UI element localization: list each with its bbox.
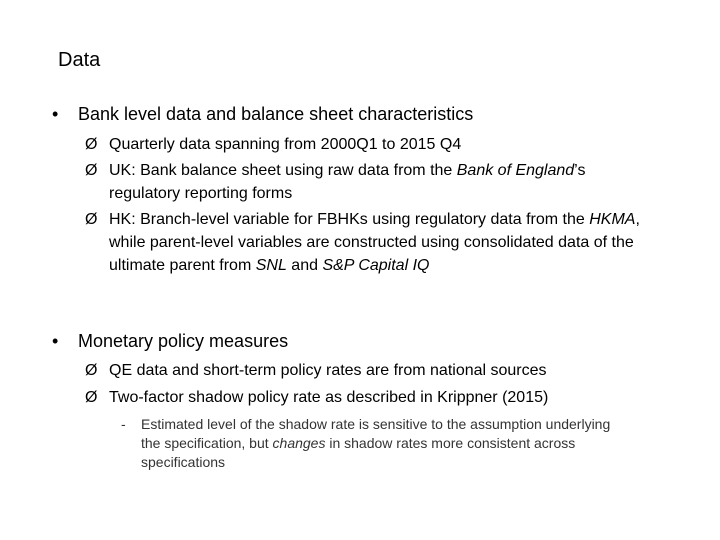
arrow-bullet-icon: Ø <box>85 211 98 228</box>
italic-source-name: Bank of England <box>456 162 575 179</box>
sub-item-text: Estimated level of the shadow rate is sensitive to the assumption underlying the specification, but <box>141 416 611 451</box>
list-item-quarterly-data <box>85 133 654 156</box>
italic-source-name: HKMA <box>589 211 636 228</box>
arrow-bullet-icon: Ø <box>85 362 98 379</box>
list-item-text: Two-factor shadow policy rate as described in Krippner (2015) <box>109 389 549 406</box>
sub-item-text: in shadow rates more consistent across specifications <box>141 435 576 470</box>
list-item-shadow-rate <box>85 386 654 409</box>
section-heading-monetary-policy <box>52 330 289 352</box>
italic-emphasis: changes <box>272 435 326 451</box>
list-item-qe-data <box>85 359 654 382</box>
list-item-uk-data <box>85 159 654 205</box>
list-item-hk-data <box>85 208 654 277</box>
bullet-icon: • <box>52 331 59 351</box>
section-heading-bank-data <box>52 103 474 125</box>
section-heading-text: Bank level data and balance sheet characteristics <box>78 104 474 124</box>
sub-item-shadow-rate-note <box>121 415 621 472</box>
slide-title: Data <box>58 49 101 71</box>
list-item-text: and <box>286 257 323 274</box>
section-heading-text: Monetary policy measures <box>78 331 289 351</box>
bullet-icon: • <box>52 104 59 124</box>
italic-source-name: S&P Capital IQ <box>322 257 430 274</box>
italic-source-name: SNL <box>255 257 287 274</box>
arrow-bullet-icon: Ø <box>85 162 98 179</box>
list-item-text: , while parent-level variables are constructed using consolidated data of the ultimate parent from <box>109 211 640 274</box>
list-item-text: ’s regulatory reporting forms <box>109 162 586 202</box>
list-item-text: Quarterly data spanning from 2000Q1 to 2015 Q4 <box>109 136 462 153</box>
list-item-text: UK: Bank balance sheet using raw data from the <box>109 162 457 179</box>
list-item-text: QE data and short-term policy rates are from national sources <box>109 362 547 379</box>
dash-bullet-icon: - <box>121 416 126 432</box>
arrow-bullet-icon: Ø <box>85 136 98 153</box>
arrow-bullet-icon: Ø <box>85 389 98 406</box>
list-item-text: HK: Branch-level variable for FBHKs using regulatory data from the <box>109 211 590 228</box>
